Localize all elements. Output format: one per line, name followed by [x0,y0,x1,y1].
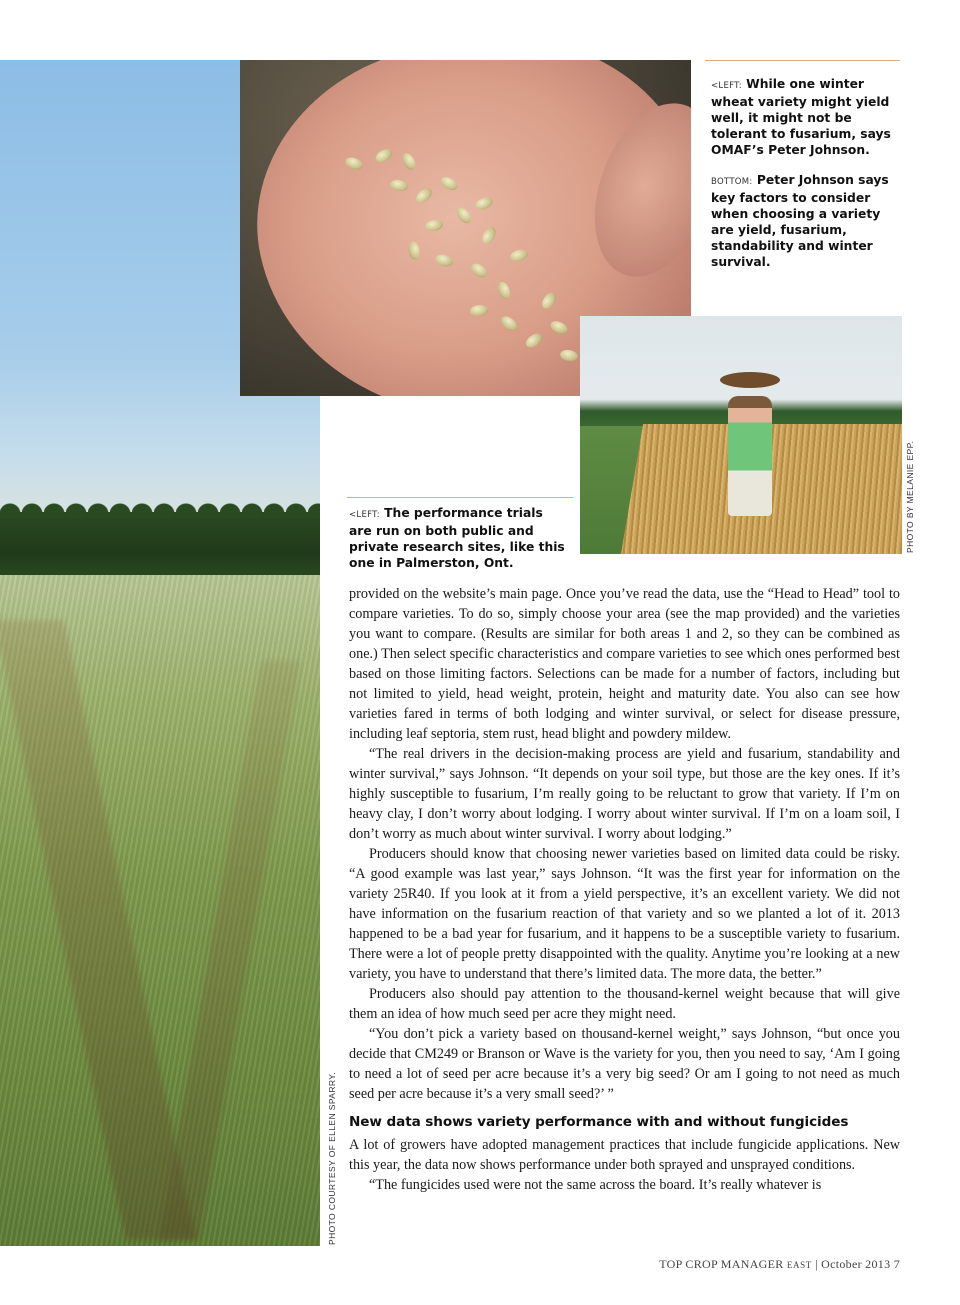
trial-photo-credit: PHOTO BY MELANIE EPP. [905,440,915,553]
magazine-name: TOP CROP MANAGER [659,1257,784,1271]
article-body [349,584,900,1195]
tree-line [0,512,320,580]
paragraph: “You don’t pick a variety based on thousand-kernel weight,” says Johnson, “but once you decide that CM249 or Branson or Wave is the variety for you, then you need to say, ‘Am I going to need a lot of seed per acre because it’s a very big seed? Or am I going to not need as much seed per acre because it’s a very small seed?’ ” [349,1026,900,1102]
paragraph: provided on the website’s main page. Once you’ve read the data, use the “Head to Head” tool to compare varieties. To do so, simply choose your area (see the map provided) and the varieties you want to compare. (Results are similar for both areas 1 and 2, so they can be combined as one.) Then select specific characteristics and compare varieties to see which ones performed best based on those limiting factors. Selections can be made for a number of factors, including but not limited to yield, head weight, protein, height and maturity date. You also can see how varieties fared in terms of both lodging and winter survival, or select for disease pressure, including leaf septoria, stem rust, head blight and powdery mildew. [349,586,900,742]
caption-text: The performance trials are run on both public and private research sites, like this one in Palmerston, Ont. [349,506,565,570]
field-photo-credit: PHOTO COURTESY OF ELLEN SPARRY. [327,1071,337,1245]
caption-kicker: <LEFT: [349,510,380,520]
edition-label: EAST [786,1260,812,1270]
field-trial-photo [580,316,902,554]
caption-text: While one winter wheat variety might yield well, it might not be tolerant to fusarium, says OMAF’s Peter Johnson. [711,77,891,157]
caption-kicker: <LEFT: [711,81,742,91]
paragraph: Producers should know that choosing newer varieties based on limited data could be risky. “A good example was last year,” says Johnson. “It was the first year for information on the variety 25R40. If you look at it from a yield perspective, it’s an excellent variety. We did not have information on the fusarium reaction of that variety and so we planted a lot of it. 2013 happened to be a bad year for fusarium, and it happens to be a susceptible variety to fusarium. There were a lot of people pretty disappointed with the quality. Anytime you’re looking at a new variety, you have to understand that there’s limited data. The more data, the better.” [349,846,900,982]
caption-rule [705,60,900,61]
page-number: 7 [893,1257,900,1271]
caption-rule [347,497,573,498]
issue-date: October 2013 [821,1257,891,1271]
paragraph: “The fungicides used were not the same across the board. It’s really whatever is [369,1177,822,1193]
caption-text: Peter Johnson says key factors to consider when choosing a variety are yield, fusarium, standability and winter survival. [711,173,889,269]
paragraph: Producers also should pay attention to the thousand-kernel weight because that will give them an idea of how much seed per acre they might need. [349,986,900,1022]
footer-separator: | [815,1257,818,1271]
paragraph: A lot of growers have adopted management practices that include fungicide applications. New this year, the data now shows performance under both sprayed and unsprayed conditions. [349,1137,900,1173]
peter-johnson-figure [728,396,772,516]
hand-photo-caption [711,76,899,158]
section-subheading: New data shows variety performance with and without fungicides [349,1114,849,1130]
paragraph: “The real drivers in the decision-making process are yield and fusarium, standability and winter survival,” says Johnson. “It depends on your soil type, but those are the key ones. If it’s highly susceptible to fusarium, I’m really going to be reluctant to grow that variety. If I’m on heavy clay, I don’t worry about lodging. I worry about winter survival. If I’m on a loam soil, I don’t worry as much about winter survival. I worry about lodging.” [349,746,900,842]
field-photo-caption [349,505,569,571]
page-footer [659,1257,900,1272]
hat [720,372,780,388]
caption-kicker: BOTTOM: [711,177,753,187]
trial-photo-caption [711,172,901,270]
